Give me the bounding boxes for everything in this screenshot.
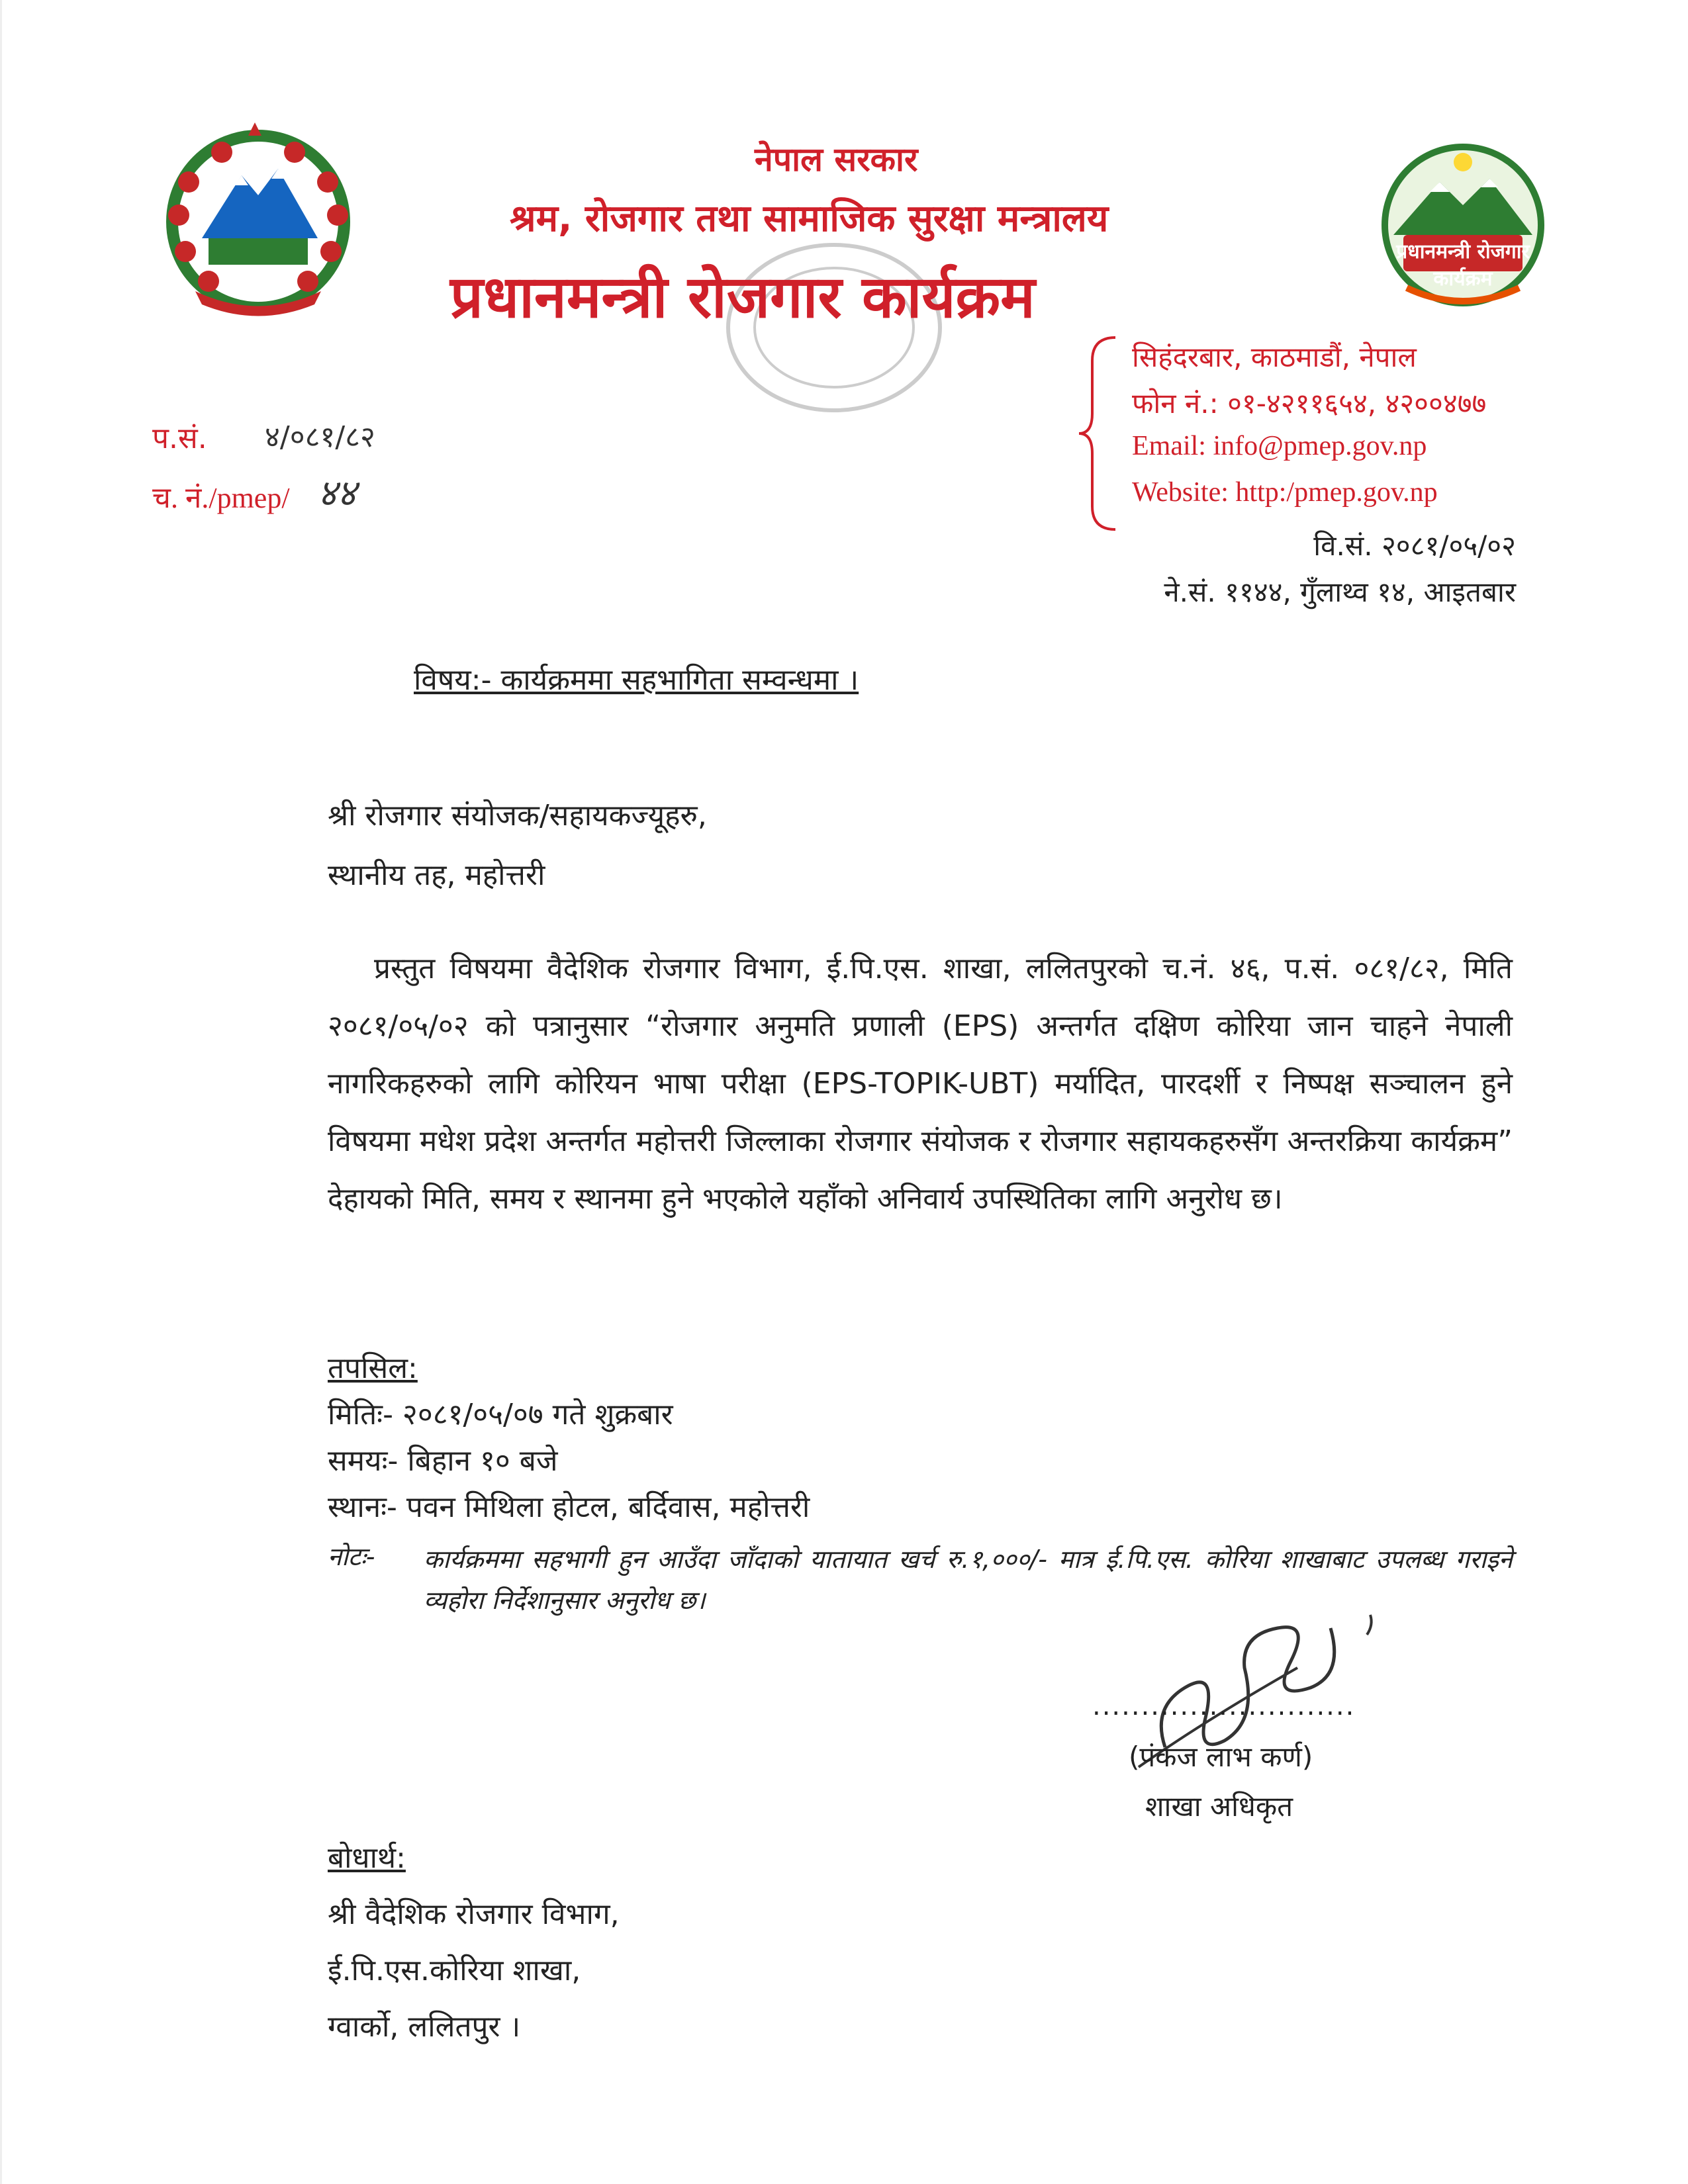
detail-date: मितिः- २०८१/०५/०७ गते शुक्रबार <box>328 1398 673 1432</box>
contact-email: Email: info@pmep.gov.np <box>1132 431 1427 461</box>
pmep-logo-text: प्रधानमन्त्री रोजगार कार्यक्रम <box>1396 240 1530 291</box>
subject-line: विषय:- कार्यक्रममा सहभागिता सम्वन्धमा । <box>414 663 859 697</box>
ps-value: ४/०८१/८२ <box>265 420 375 454</box>
cc-title: बोधार्थ: <box>328 1841 406 1875</box>
ministry-heading: श्रम, रोजगार तथा सामाजिक सुरक्षा मन्त्रालय <box>510 197 1109 240</box>
cc-line-2: ई.पि.एस.कोरिया शाखा, <box>328 1954 581 1987</box>
brace-icon <box>1079 334 1119 533</box>
body-paragraph: प्रस्तुत विषयमा वैदेशिक रोजगार विभाग, ई.पि.एस. शाखा, ललितपुरको च.नं. ४६, प.सं. ०८१/८२, मिति २०८१/०५/०२ को पत्रानुसार “रोजगार अनुमति प्रणाली (EPS) अन्तर्गत दक्षिण कोरिया जान चाहने नेपाली नागरिकहरुको लागि कोरियन भाषा परीक्षा (EPS-TOPIK-UBT) मर्यादित, पारदर्शी र निष्पक्ष सञ्चालन हुने विषयमा मधेश प्रदेश अन्तर्गत महोत्तरी जिल्लाका रोजगार संयोजक र रोजगार सहायकहरुसँग अन्तरक्रिया कार्यक्रम” देहायको मिति, समय र स्थानमा हुने भएकोले यहाँको अनिवार्य उपस्थितिका लागि अनुरोध छ। <box>328 952 1513 1216</box>
cc-line-1: श्री वैदेशिक रोजगार विभाग, <box>328 1897 620 1931</box>
detail-time: समयः- बिहान १० बजे <box>328 1444 558 1478</box>
contact-address: सिहंदरबार, काठमाडौं, नेपाल <box>1132 341 1417 373</box>
date-bs: वि.सं. २०८१/०५/०२ <box>1313 529 1516 562</box>
addressee-line-2: स्थानीय तह, महोत्तरी <box>328 858 545 892</box>
note-label: नोटः- <box>328 1542 375 1571</box>
cn-label: च. नं./pmep/ <box>152 482 290 514</box>
contact-phone: फोन नं.: ०१-४२११६५४, ४२००४७७ <box>1132 387 1487 420</box>
note-text: कार्यक्रममा सहभागी हुन आउँदा जाँदाको यातायात खर्च रु.१,०००/- मात्र ई.पि.एस. कोरिया शाखाबाट उपलब्ध गराइने व्यहोरा निर्देशानुसार अनुरोध छ। <box>424 1545 1513 1615</box>
program-heading: प्रधानमन्त्री रोजगार कार्यक्रम <box>450 263 1035 331</box>
signatory-title: शाखा अधिकृत <box>1145 1790 1293 1823</box>
addressee-line-1: श्री रोजगार संयोजक/सहायकज्यूहरु, <box>328 799 707 833</box>
ps-label: प.सं. <box>152 422 207 455</box>
signatory-name: (पंकज लाभ कर्ण) <box>1129 1741 1313 1773</box>
date-ns: ने.सं. ११४४, गुँलाथ्व १४, आइतबार <box>1164 576 1516 608</box>
signature-line: ........................... <box>1092 1691 1356 1721</box>
nepal-emblem-icon <box>149 122 367 321</box>
cc-line-3: ग्वार्को, ललितपुर । <box>328 2010 521 2044</box>
detail-place: स्थानः- पवन मिथिला होटल, बर्दिवास, महोत्तरी <box>328 1490 810 1524</box>
details-title: तपसिल: <box>328 1351 418 1385</box>
pmep-logo-icon <box>1367 142 1559 318</box>
government-heading: नेपाल सरकार <box>755 140 918 179</box>
contact-website: Website: http:/pmep.gov.np <box>1132 477 1438 508</box>
cn-value: ४४ <box>318 472 357 515</box>
